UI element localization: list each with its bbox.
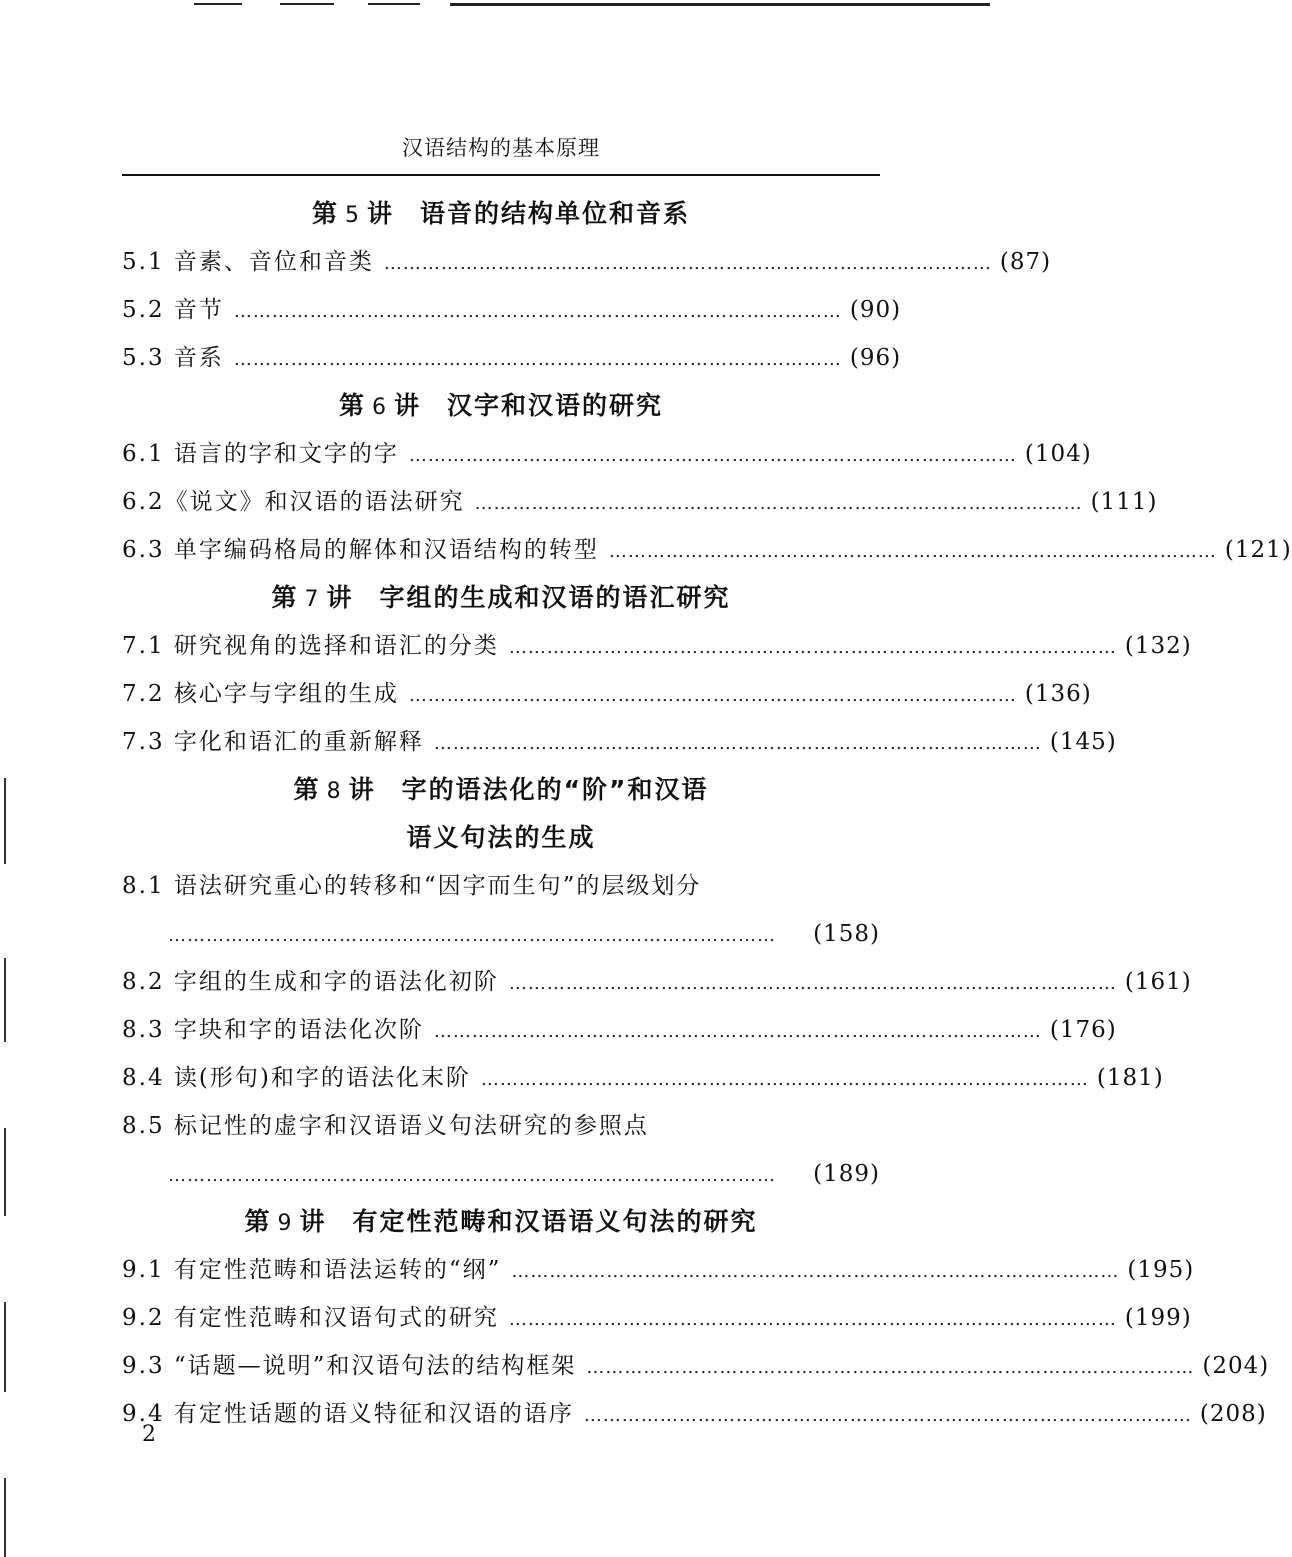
toc-entry-title: 6.1 语言的字和文字的字: [122, 441, 399, 467]
chapter-number: 9: [277, 1211, 294, 1236]
toc-entry[interactable]: [122, 430, 1092, 478]
chapter-heading: [122, 1198, 880, 1246]
toc-entry[interactable]: [122, 1342, 1270, 1390]
chapter-prefix: 第: [338, 391, 366, 420]
toc-entry-page: (87): [999, 249, 1052, 275]
chapter-number: 7: [304, 587, 321, 612]
chapter-suffix: 讲: [366, 199, 394, 228]
dot-leader: ……………………………………………………………………………………: [480, 1069, 1089, 1090]
dot-leader: ……………………………………………………………………………………: [408, 445, 1017, 466]
dot-leader: ……………………………………………………………………………………: [233, 349, 842, 370]
chapter-title: 语音的结构单位和音系: [420, 199, 691, 228]
toc-entry-page: (199): [1124, 1305, 1192, 1331]
toc-entry-title: 8.3 字块和字的语法化次阶: [122, 1017, 424, 1043]
chapter-number: 8: [326, 779, 343, 804]
toc-entry[interactable]: [122, 718, 1117, 766]
dot-leader: ……………………………………………………………………………………: [508, 1309, 1117, 1330]
toc-entry-page: (176): [1049, 1017, 1117, 1043]
chapter-heading: [122, 382, 880, 430]
toc-entry-page: (90): [849, 297, 902, 323]
toc-entry-page: (181): [1096, 1065, 1164, 1091]
dot-leader: ……………………………………………………………………………………: [383, 253, 992, 274]
chapter-title-line2: 语义句法的生成: [406, 823, 596, 852]
header-rule: [122, 174, 880, 176]
toc-entry-title: 7.2 核心字与字组的生成: [122, 681, 399, 707]
toc-entry-page: (204): [1202, 1353, 1270, 1379]
running-head: 汉语结构的基本原理: [402, 136, 600, 160]
toc-entry[interactable]: [122, 334, 902, 382]
toc-entry[interactable]: [122, 1390, 1267, 1438]
dot-leader: ……………………………………………………………………………………: [511, 1261, 1120, 1282]
toc-entry-page: (208): [1199, 1401, 1267, 1427]
scan-side-mark: [4, 958, 6, 1042]
toc-entry-page: (111): [1090, 489, 1158, 515]
toc-entry-title: 6.2《说文》和汉语的语法研究: [122, 489, 465, 515]
toc-entry-page: (145): [1049, 729, 1117, 755]
toc-entry-title: 7.1 研究视角的选择和语汇的分类: [122, 633, 499, 659]
chapter-suffix: 讲: [348, 775, 376, 804]
chapter-heading: [122, 766, 880, 814]
table-of-contents: [122, 190, 1292, 1438]
toc-entry-continuation[interactable]: [122, 1150, 880, 1198]
toc-entry-page: (161): [1124, 969, 1192, 995]
toc-entry[interactable]: [122, 958, 1192, 1006]
chapter-suffix: 讲: [326, 583, 354, 612]
toc-entry-title: 8.4 读(形句)和字的语法化末阶: [122, 1065, 471, 1091]
dot-leader: ……………………………………………………………………………………: [168, 925, 776, 946]
toc-entry-page: (189): [813, 1161, 880, 1187]
toc-entry-title: 6.3 单字编码格局的解体和汉语结构的转型: [122, 537, 599, 563]
toc-entry-title: 5.1 音素、音位和音类: [122, 249, 374, 275]
dot-leader: ……………………………………………………………………………………: [233, 301, 842, 322]
chapter-prefix: 第: [293, 775, 321, 804]
chapter-title: 有定性范畴和汉语语义句法的研究: [352, 1207, 758, 1236]
book-page: [122, 130, 1292, 1438]
toc-entry-title: 7.3 字化和语汇的重新解释: [122, 729, 424, 755]
toc-entry[interactable]: [122, 622, 1192, 670]
toc-entry-continuation[interactable]: [122, 910, 880, 958]
toc-entry[interactable]: [122, 1294, 1192, 1342]
toc-entry-title: 9.2 有定性范畴和汉语句式的研究: [122, 1305, 499, 1331]
toc-entry[interactable]: [122, 238, 1052, 286]
toc-entry[interactable]: [122, 1246, 1195, 1294]
dot-leader: ……………………………………………………………………………………: [583, 1405, 1192, 1426]
chapter-prefix: 第: [271, 583, 299, 612]
scan-side-mark: [4, 1128, 6, 1216]
toc-entry[interactable]: [122, 1054, 1164, 1102]
toc-entry-title: 5.3 音系: [122, 345, 224, 371]
page-number: 2: [142, 1422, 156, 1447]
toc-entry-title: 9.3 “话题—说明”和汉语句法的结构框架: [122, 1353, 577, 1379]
chapter-prefix: 第: [311, 199, 339, 228]
toc-entry-title: 8.2 字组的生成和字的语法化初阶: [122, 969, 499, 995]
dot-leader: ……………………………………………………………………………………: [586, 1357, 1195, 1378]
toc-entry[interactable]: [122, 1102, 880, 1150]
toc-entry[interactable]: [122, 1006, 1117, 1054]
toc-entry-title: 9.4 有定性话题的语义特征和汉语的语序: [122, 1401, 574, 1427]
toc-entry-title: 5.2 音节: [122, 297, 224, 323]
chapter-title: 汉字和汉语的研究: [447, 391, 664, 420]
toc-entry-page: (158): [813, 921, 880, 947]
chapter-heading: [122, 574, 880, 622]
toc-entry-page: (195): [1127, 1257, 1195, 1283]
dot-leader: ……………………………………………………………………………………: [508, 637, 1117, 658]
toc-entry[interactable]: [122, 862, 880, 910]
toc-entry[interactable]: [122, 670, 1092, 718]
scan-side-mark: [4, 778, 6, 864]
toc-entry-title: 8.1 语法研究重心的转移和“因字而生句”的层级划分: [122, 873, 702, 899]
toc-entry-title: 8.5 标记性的虚字和汉语语义句法研究的参照点: [122, 1113, 649, 1139]
chapter-suffix: 讲: [299, 1207, 327, 1236]
toc-entry-page: (132): [1124, 633, 1192, 659]
scan-side-mark: [4, 1302, 6, 1392]
toc-entry[interactable]: [122, 286, 902, 334]
toc-entry-page: (136): [1024, 681, 1092, 707]
toc-entry-page: (104): [1024, 441, 1092, 467]
dot-leader: ……………………………………………………………………………………: [433, 1021, 1042, 1042]
toc-entry-title: 9.1 有定性范畴和语法运转的“纲”: [122, 1257, 502, 1283]
chapter-title: 字的语法化的“阶”和汉语: [401, 775, 709, 804]
dot-leader: ……………………………………………………………………………………: [608, 541, 1217, 562]
dot-leader: ……………………………………………………………………………………: [433, 733, 1042, 754]
toc-entry-page: (121): [1224, 537, 1292, 563]
chapter-number: 5: [344, 203, 361, 228]
chapter-suffix: 讲: [393, 391, 421, 420]
chapter-title: 字组的生成和汉语的语汇研究: [379, 583, 731, 612]
dot-leader: ……………………………………………………………………………………: [168, 1165, 776, 1186]
chapter-number: 6: [371, 395, 388, 420]
dot-leader: ……………………………………………………………………………………: [508, 973, 1117, 994]
chapter-heading: [122, 190, 880, 238]
scan-top-edge: [180, 0, 990, 10]
toc-entry[interactable]: [122, 478, 1158, 526]
toc-entry[interactable]: [122, 526, 1292, 574]
toc-entry-page: (96): [849, 345, 902, 371]
chapter-prefix: 第: [244, 1207, 272, 1236]
dot-leader: ……………………………………………………………………………………: [474, 493, 1083, 514]
scan-side-mark: [4, 1478, 6, 1557]
dot-leader: ……………………………………………………………………………………: [408, 685, 1017, 706]
